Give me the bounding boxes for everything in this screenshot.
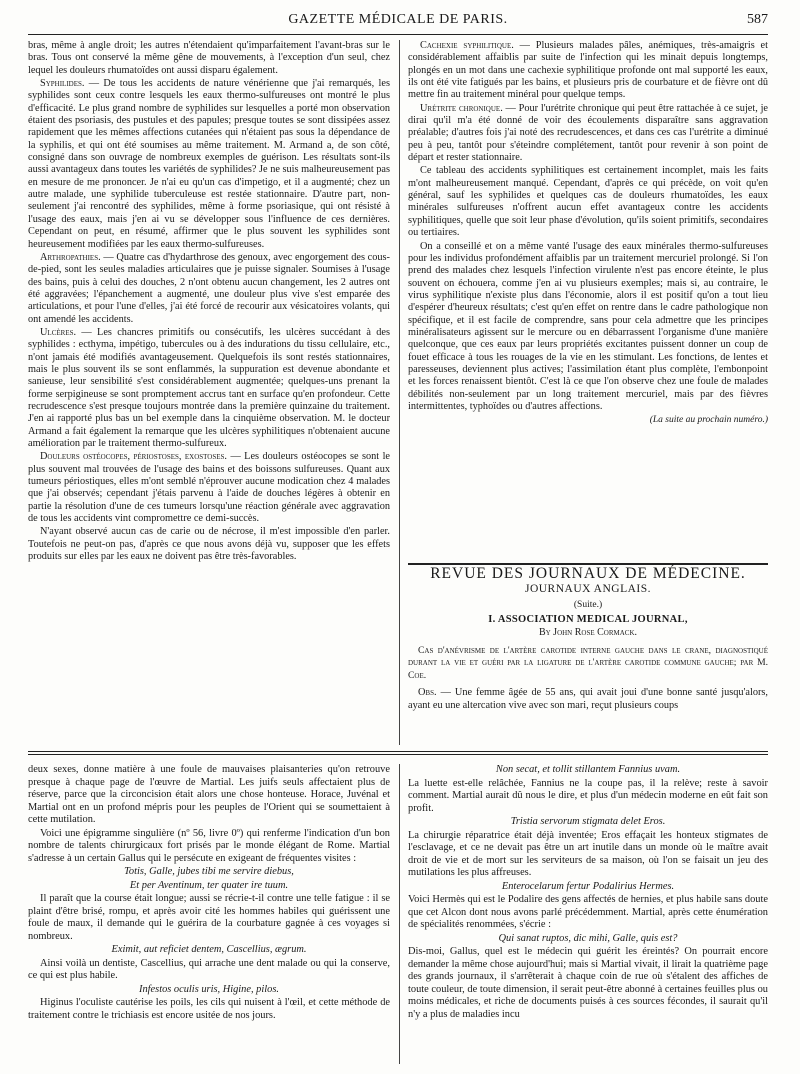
latin-verse: Enterocelarum fertur Podalirius Hermes. [501,880,675,892]
paragraph [28,327,390,450]
review-subtitle: JOURNAUX ANGLAIS. [524,583,652,596]
section-lead: Cachexie syphilitique. [420,40,514,51]
paragraph [408,241,768,414]
column-top-right [408,40,768,555]
latin-verse: Eximit, aut reficiet dentem, Cascellius, ægrum. [111,944,307,955]
paragraph [408,40,768,102]
paragraph: deux sexes, donne matière à une foule de mauvaises plaisanteries qu'on retrouve presque à chaque page de l'œuvre de Martial. Les juifs seuls affectaient plus de réserve, parce que la circoncision était alors une chose honteuse. Horace, Juvénal et Martial ont en un profond mépris pour les peuples de l'Orient qui se soumettaient à cette mutilation. [28,764,390,825]
review-case-title: Cas d'anévrisme de l'artère carotide interne gauche dans le crane, diagnostiqué durant la vie et guéri par la ligature de l'artère carotide commune gauche; par M. Coe. [408,645,768,681]
latin-verse: Tristia servorum stigmata delet Eros. [510,816,666,827]
section-lead: Douleurs ostéocopes, périostoses, exostoses. [40,451,228,463]
paragraph [408,103,768,165]
paragraph-text: On a conseillé et on a même vanté l'usage des eaux minérales thermo-sulfureuses pour les individus profondément affaiblis par un traitement mercuriel prolongé. Si l'on prend des malades chez lesquels l'infection virulente n'est pas encore éteinte, le plus souvent on échouera, comme j'en ai vu plusieurs exemples; mais si, au contraire, le virus syphilitique n'existe plus dans l'économie, alors il est positif qu'on a tout lieu d'espérer d'heureux résultats; c'est qu'en effet on rentre dans le cadre pathologique non spécifique, et il est facile de comprendre, sans pour cela admettre que les principes minéralisateurs agissent sur le mercure ou en débarrassent l'organisme d'une manière quelconque, que ces eaux par leurs propriétés excitantes puissent donner un coup de fouet efficace à tous les rouages de la vie en les stimulant. Les fonctions, de lentes et paresseuses, deviennent plus actives; l'assimilation étant plus complète, l'embonpoint et les forces renaissent bientôt. C'est là ce que l'on observe chez une foule de malades débilités non-seulement par un long traitement mercuriel, mais par des fièvres intermittentes, typhoïdes ou d'autres affections. [408,240,768,412]
paragraph [28,78,390,251]
column-divider-bottom [399,764,400,1064]
review-title: REVUE DES JOURNAUX DE MÉDECINE. [430,565,746,582]
paragraph-text: bras, même à angle droit; les autres n'étendaient qu'imparfaitement l'avant-bras sur le bras. Tous ont conservé la même gêne de mouvements, à l'exception d'un seul, chez lequel les douleurs rhumatoïdes ont aussi disparu également. [28,40,390,76]
paragraph: Voici Hermès qui est le Podalire des gens affectés de hernies, et plus habile sans doute que cet Alcon dont nous avons parlé précédemment. Martial, après cette énumération de spécialités renommées, s'écrie : [408,894,768,930]
paragraph: Dis-moi, Gallus, quel est le médecin qui guérit les éreintés? On pourrait encore demander la même chose aujourd'hui; mais si Martial vivait, il lirait la quatrième page des grands journaux, il s'arrêterait à chaque coin de rue où s'étalent des affiches de toute couleur, de toute dimension, il serait peut-être abonné à certaines feuilles plus ou moins médicales, et riche de documents puisés à ces sources fécondes, il saurait qu'il n'y a plus de maladies incu [408,946,768,1020]
review-observation [408,687,768,712]
paragraph: Il paraît que la course était longue; aussi se récrie-t-il contre une telle fatigue : il se plaint d'être brisé, rompu, et après avoir cité les hommes habiles qui guérissent une foule de maux, il demande qui le guérira de la courbature gagnée à ces voyages si nombreux. [28,893,390,942]
paragraph [28,40,390,77]
paragraph-text: Ce tableau des accidents syphilitiques est certainement incomplet, mais les faits m'ont malheureusement manqué. Cependant, d'après ce qui précède, on voit qu'en général, sauf les syphilides et quelques cas de douleurs rhumatoïdes, les eaux minérales sulfureuses n'offrent aucun effet avantageux contre les accidents syphilitiques, quelle que soit leur phase d'évolution, qu'ils soient primitifs, secondaires ou tertiaires. [408,165,768,239]
paragraph: La luette est-elle relâchée, Fannius ne la coupe pas, il la relève; reste à savoir comment. Martial aurait dû nous le dire, et plus d'un médecin moderne en eût fait son profit. [408,777,768,814]
obs-lead: Obs. [418,687,437,699]
paragraph-text: — Les chancres primitifs ou consécutifs, les ulcères succédant à des syphilides : ecthyma, impétigo, tubercules ou à des indurations du tissu cellulaire, etc., n'ont jamais été modifiés avantageusement. Quelquefois ils sont restés stationnaires, mais le plus souvent ils se sont enflammés, la suppuration est devenue abondante et sanieuse, leur sensibilité s'est considérablement augmentée; quelques-uns prenant la forme serpigineuse se sont promptement accrus tant en surface qu'en profondeur. Cette recrudescence s'est presque toujours montrée dans la première quinzaine du traitement. J'en ai rapporté plus bas un bel exemple dans la cinquième observation. M. le docteur Armand a fait également la remarque que les ulcères syphilitiques n'obtenaient aucune amélioration par le traitement thermo-sulfureux. [28,326,390,449]
obs-text: — Une femme âgée de 55 ans, qui avait joui d'une bonne santé jusqu'alors, ayant eu une altercation vive avec son mari, reçut plusieurs coups [408,687,768,711]
feuilleton-rule [28,751,768,755]
column-top-left [28,40,390,745]
page-number: 587 [747,12,768,27]
paragraph: Voici une épigramme singulière (nº 56, livre 0º) qui renferme l'indication d'un bon nombre de talents chirurgicaux fort prisés par le monde élégant de Rome. Martial s'adresse à un certain Gallus qui le persécute en exigeant de fréquentes visites : [28,827,390,864]
journal-title: GAZETTE MÉDICALE DE PARIS. [288,12,508,27]
paragraph-text: — Quatre cas d'hydarthrose des genoux, avec engorgement des cous-de-pied, sont les seules maladies articulaires que je puisse signaler. Soumises à l'usage des bains, puis à celui des douches, 2 n'ont obtenu aucun changement, les 2 autres ont été aggravées; l'épanchement a augmenté, une douleur plus vive s'est emparée des articulations, et pour l'une d'elles, j'ai été forcé de recourir aux vésicatoires volants, qui ont amendé les accidents. [28,251,390,325]
continued-note: (La suite au prochain numéro.) [649,415,768,426]
latin-verse: Et per Aventinum, ter quater ire tuum. [129,879,289,891]
paragraph-text: N'ayant observé aucun cas de carie ou de nécrose, il m'est impossible d'en parler. Toutefois ne peut-on pas, d'après ce que nous avons déjà vu, supposer que les effets produits sur elles par les eaux ne doivent pas être très-favorables. [28,526,390,563]
latin-verse: Non secat, et tollit stillantem Fannius uvam. [495,764,681,775]
column-divider-top [399,40,400,745]
paragraph [28,526,390,563]
review-author: By John Rose Cormack. [538,626,638,638]
review-section [408,560,768,745]
paragraph: Ainsi voilà un dentiste, Cascellius, qui arrache une dent malade ou qui la conserve, ce qui est plus habile. [28,957,390,981]
paragraph [28,451,390,525]
section-lead: Urétrite chronique. [420,102,503,114]
paragraph-text: — Plusieurs malades pâles, anémiques, très-amaigris et considérablement affaiblis par suite de l'infection qui les minait depuis longtemps, plongés en un mot dans une cachexie syphilitique profonde ont mal supporté les eaux, ils ont été vite fatigués par les bains, et plusieurs pris de courbature et de fièvre ont dû mettre fin au traitement minéral pour quelque temps. [408,40,768,101]
paragraph-text: — De tous les accidents de nature vénérienne que j'ai remarqués, les syphilides sont ceux contre lesquels les eaux thermo-sulfureuses ont montré le plus d'efficacité. Le plus grand nombre de syphilides sur lesquelles a porté mon observation étaient des psoriasis, des pustules et des papules; presque toutes se sont dissipées assez rapidement que les mêmes affections cutanées qui n'étaient pas sous la dépendance de la syphilis, et qui ont été soumises au même traitement. M. Armand a, de son côté, consigné dans son ouvrage de nombreux exemples de guérison. Les résultats sont-ils aussi avantageux dans toutes les variétés de syphilides? Je ne suis malheureusement pas en mesure de me prononcer. Je n'ai eu qu'un cas d'impetigo, et il a augmenté; chez un autre malade, une syphilide tuberculeuse est restée stationnaire. D'autre part, non-seulement j'ai rencontré des syphilides, même à forme psoriasique, qui ont résisté à l'usage des eaux, mais j'en ai vu se développer sous l'influence de ces dernières. Cependant on peut, en résumé, affirmer que le plus souvent les syphilides sont heureusement modifiées par les eaux thermo-sulfureuses. [28,78,390,250]
review-suite: (Suite.) [573,599,603,610]
review-association: I. ASSOCIATION MEDICAL JOURNAL, [488,614,688,626]
latin-verse: Qui sanat ruptos, dic mihi, Galle, quis est? [498,932,678,944]
paragraph: La chirurgie réparatrice était déjà inventée; Eros effaçait les honteux stigmates de l'esclavage, et ce ne devait pas être un art inutile dans un monde où le maître avait droit de vie et de mort sur les serviteurs de sa maison, où l'on se faisait un jeu des mutilations les plus affreuses. [408,829,768,878]
paragraph [28,252,390,326]
paragraph-text: — Pour l'urétrite chronique qui peut être rattachée à ce sujet, je dirai qu'il m'a été donné de voir des écoulements disparaître sans aggravation préalable; d'autres fois j'ai noté des recrudescences, et dans ces cas l'urétrite a diminué peu à peu, tantôt pour s'éteindre complétement, tantôt pour revenir à son point de départ et rester stationnaire. [408,102,768,164]
section-lead: Syphilides. [40,78,85,90]
latin-verse: Infestos oculis uris, Higine, pilos. [139,983,279,995]
section-lead: Ulcères. [40,326,77,338]
latin-verse: Totis, Galle, jubes tibi me servire diebus, [124,866,294,877]
paragraph-text: — Les douleurs ostéocopes se sont le plus souvent mal trouvées de l'usage des bains et des boissons sulfureuses. Quant aux tumeurs périostiques, elles m'ont semblé n'éprouver aucune modication chez 4 malades que j'ai observés; cependant j'étais parvenu à l'aide de douches légères à obtenir en partie la résolution d'une de ces tumeurs lorsqu'une réaction générale avec aggravation de tous les accidents vint compromettre ce demi-succès. [28,451,390,525]
column-bottom-right [408,764,768,1064]
section-lead: Arthropathies. [40,251,101,263]
column-bottom-left [28,764,390,1064]
paragraph: Higinus l'oculiste cautérise les poils, les cils qui nuisent à l'œil, et cette méthode de traitement contre le trichiasis est encore usitée de nos jours. [28,997,390,1021]
paragraph [408,165,768,239]
page-header [28,8,768,35]
